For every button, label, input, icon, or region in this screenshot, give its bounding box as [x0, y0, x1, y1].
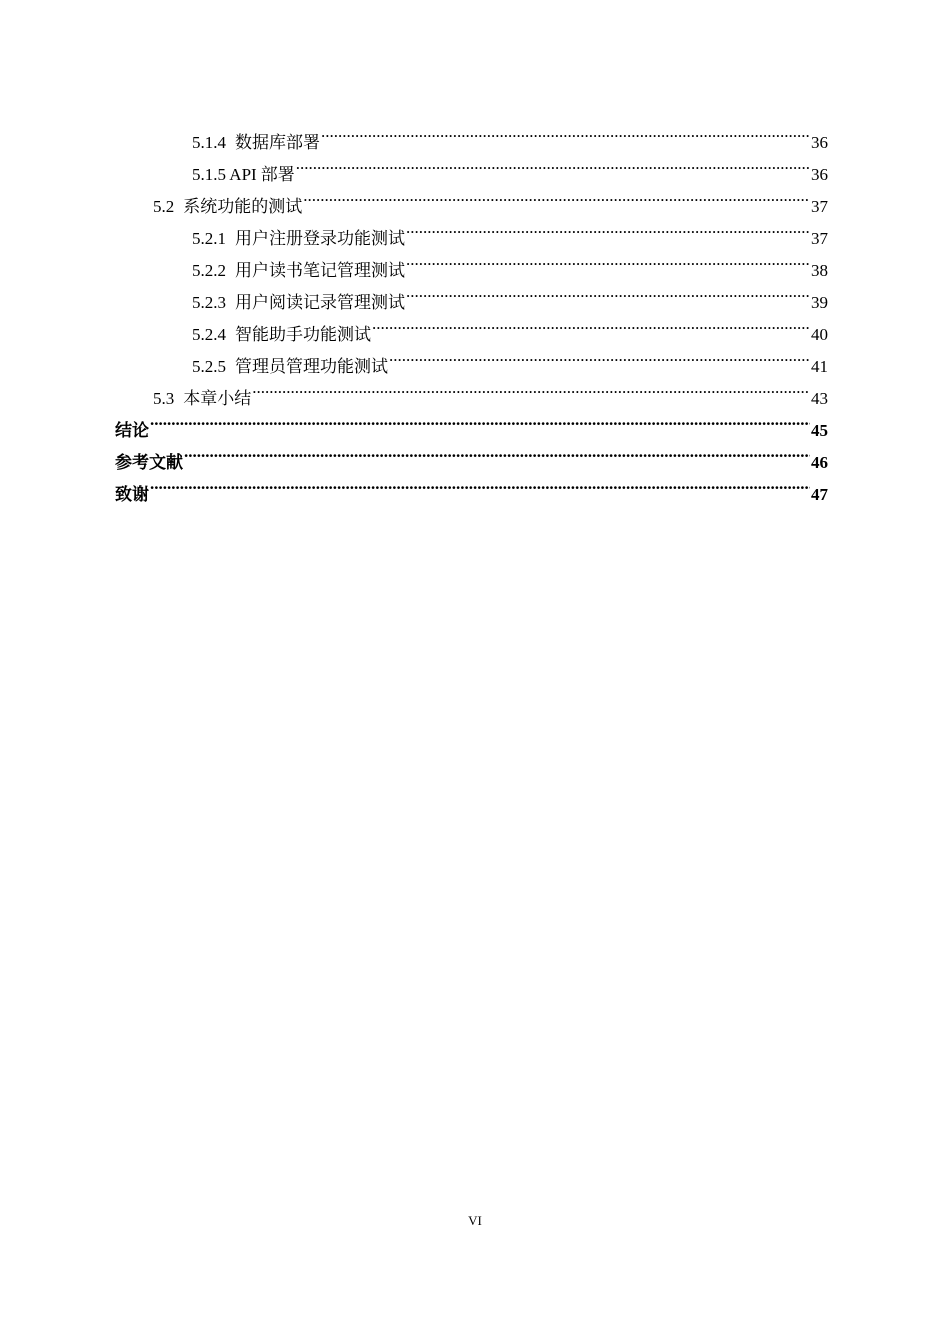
toc-entry-number: 5.3 — [153, 389, 175, 408]
toc-entry-number: 5.1.5 API — [192, 165, 257, 184]
toc-entry-title: 致谢 — [115, 485, 149, 504]
toc-entry-page: 38 — [811, 261, 828, 280]
table-of-contents — [115, 116, 828, 504]
toc-entry-title: 用户阅读记录管理测试 — [235, 293, 405, 312]
toc-entry-page: 47 — [811, 485, 828, 504]
toc-entry-number: 5.2.3 — [192, 293, 226, 312]
toc-dot-leader — [389, 340, 810, 372]
toc-dot-leader — [150, 468, 810, 500]
toc-entry-title: 管理员管理功能测试 — [235, 357, 388, 376]
toc-dot-leader — [184, 436, 810, 468]
toc-entry-title: 系统功能的测试 — [183, 197, 303, 216]
toc-dot-leader — [303, 180, 810, 212]
toc-entry-number: 5.1.4 — [192, 133, 226, 152]
toc-entry-acknowledgements[interactable] — [115, 468, 828, 504]
toc-entry-page: 37 — [811, 197, 828, 216]
toc-entry-title: 智能助手功能测试 — [235, 325, 371, 344]
toc-entry-references[interactable] — [115, 436, 828, 472]
toc-entry-page: 36 — [811, 133, 828, 152]
toc-entry-page: 46 — [811, 453, 828, 472]
toc-entry-page: 39 — [811, 293, 828, 312]
toc-entry-title: 参考文献 — [115, 453, 183, 472]
toc-entry-page: 41 — [811, 357, 828, 376]
toc-dot-leader — [150, 404, 810, 436]
toc-entry-title: 用户注册登录功能测试 — [235, 229, 405, 248]
toc-entry-page: 37 — [811, 229, 828, 248]
toc-dot-leader — [406, 276, 810, 308]
toc-entry-page: 45 — [811, 421, 828, 440]
toc-entry-number: 5.2.2 — [192, 261, 226, 280]
toc-dot-leader — [321, 116, 810, 148]
toc-entry-title: 数据库部署 — [235, 133, 320, 152]
toc-dot-leader — [252, 372, 810, 404]
toc-entry-number: 5.2.4 — [192, 325, 226, 344]
toc-dot-leader — [406, 244, 810, 276]
toc-dot-leader — [406, 212, 810, 244]
toc-entry-number: 5.2 — [153, 197, 175, 216]
toc-entry-title: 部署 — [260, 165, 295, 184]
toc-entry-page: 40 — [811, 325, 828, 344]
toc-entry-title: 结论 — [115, 421, 149, 440]
toc-entry-number: 5.2.5 — [192, 357, 226, 376]
toc-entry-title: 本章小结 — [183, 389, 252, 408]
toc-entry-page: 36 — [811, 165, 828, 184]
toc-dot-leader — [296, 148, 810, 180]
toc-entry-conclusion[interactable] — [115, 404, 828, 440]
toc-dot-leader — [372, 308, 810, 340]
toc-entry-5-1-4[interactable] — [115, 116, 828, 152]
page-number: VI — [468, 1213, 482, 1228]
toc-entry-title: 用户读书笔记管理测试 — [235, 261, 405, 280]
toc-entry-number: 5.2.1 — [192, 229, 226, 248]
toc-entry-page: 43 — [811, 389, 828, 408]
